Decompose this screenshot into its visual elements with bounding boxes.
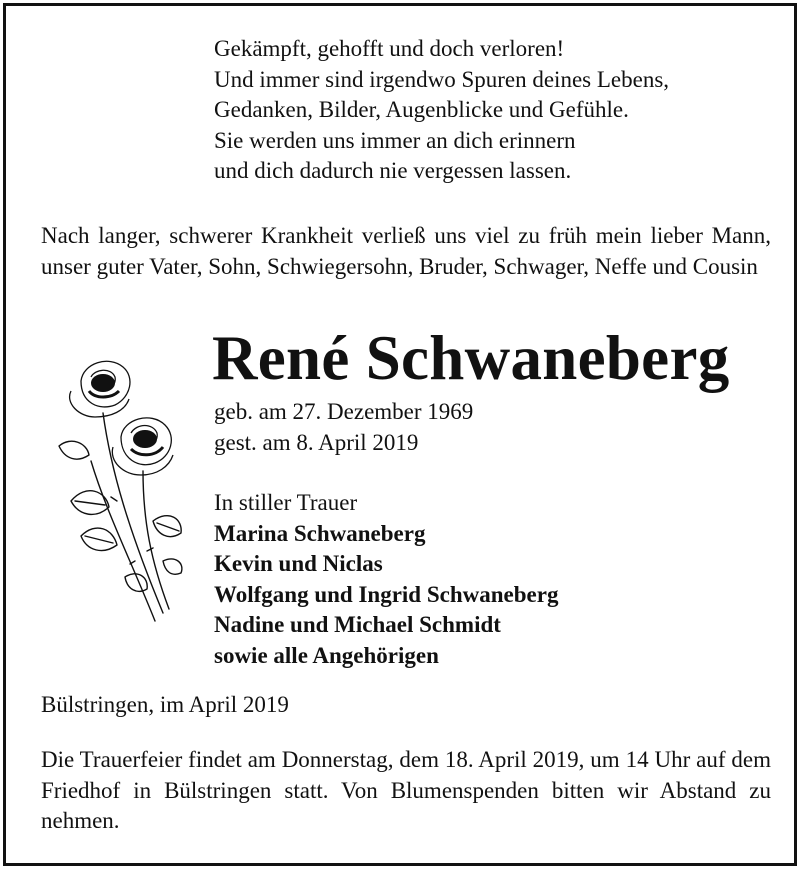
poem-line: Sie werden uns immer an dich erinnern bbox=[214, 127, 576, 153]
mourner-name: Marina Schwaneberg bbox=[214, 520, 426, 546]
roses-illustration-icon bbox=[51, 351, 191, 641]
poem bbox=[214, 34, 669, 187]
mourners-heading: In stiller Trauer bbox=[214, 490, 358, 515]
life-dates bbox=[214, 397, 473, 458]
death-date: gest. am 8. April 2019 bbox=[214, 429, 419, 455]
obituary-frame bbox=[3, 3, 797, 866]
poem-line: Und immer sind irgendwo Spuren deines Lebens, bbox=[214, 66, 670, 92]
poem-line: Gekämpft, gehofft und doch verloren! bbox=[214, 36, 565, 61]
birth-date: geb. am 27. Dezember 1969 bbox=[214, 399, 474, 424]
mourner-name: Kevin und Niclas bbox=[214, 551, 383, 576]
mourners-block bbox=[214, 488, 558, 671]
intro-text: Nach langer, schwerer Krankheit verließ uns viel zu früh mein lieber Mann, unser guter Vater, Sohn, Schwiegersohn, Bruder, Schwager, Neffe und Cousin bbox=[41, 223, 771, 279]
place-and-date: Bülstringen, im April 2019 bbox=[41, 692, 289, 717]
deceased-name: René Schwaneberg bbox=[212, 323, 730, 393]
poem-line: Gedanken, Bilder, Augenblicke und Gefühle. bbox=[214, 97, 629, 122]
mourner-name: sowie alle Angehörigen bbox=[214, 642, 439, 668]
poem-line: und dich dadurch nie vergessen lassen. bbox=[214, 158, 572, 183]
mourner-name: Nadine und Michael Schmidt bbox=[214, 612, 501, 637]
mourner-name: Wolfgang und Ingrid Schwaneberg bbox=[214, 581, 559, 607]
funeral-notice: Die Trauerfeier findet am Donnerstag, dem 18. April 2019, um 14 Uhr auf dem Friedhof in Bülstringen statt. Von Blumenspenden bitten wir Abstand zu nehmen. bbox=[41, 747, 771, 833]
